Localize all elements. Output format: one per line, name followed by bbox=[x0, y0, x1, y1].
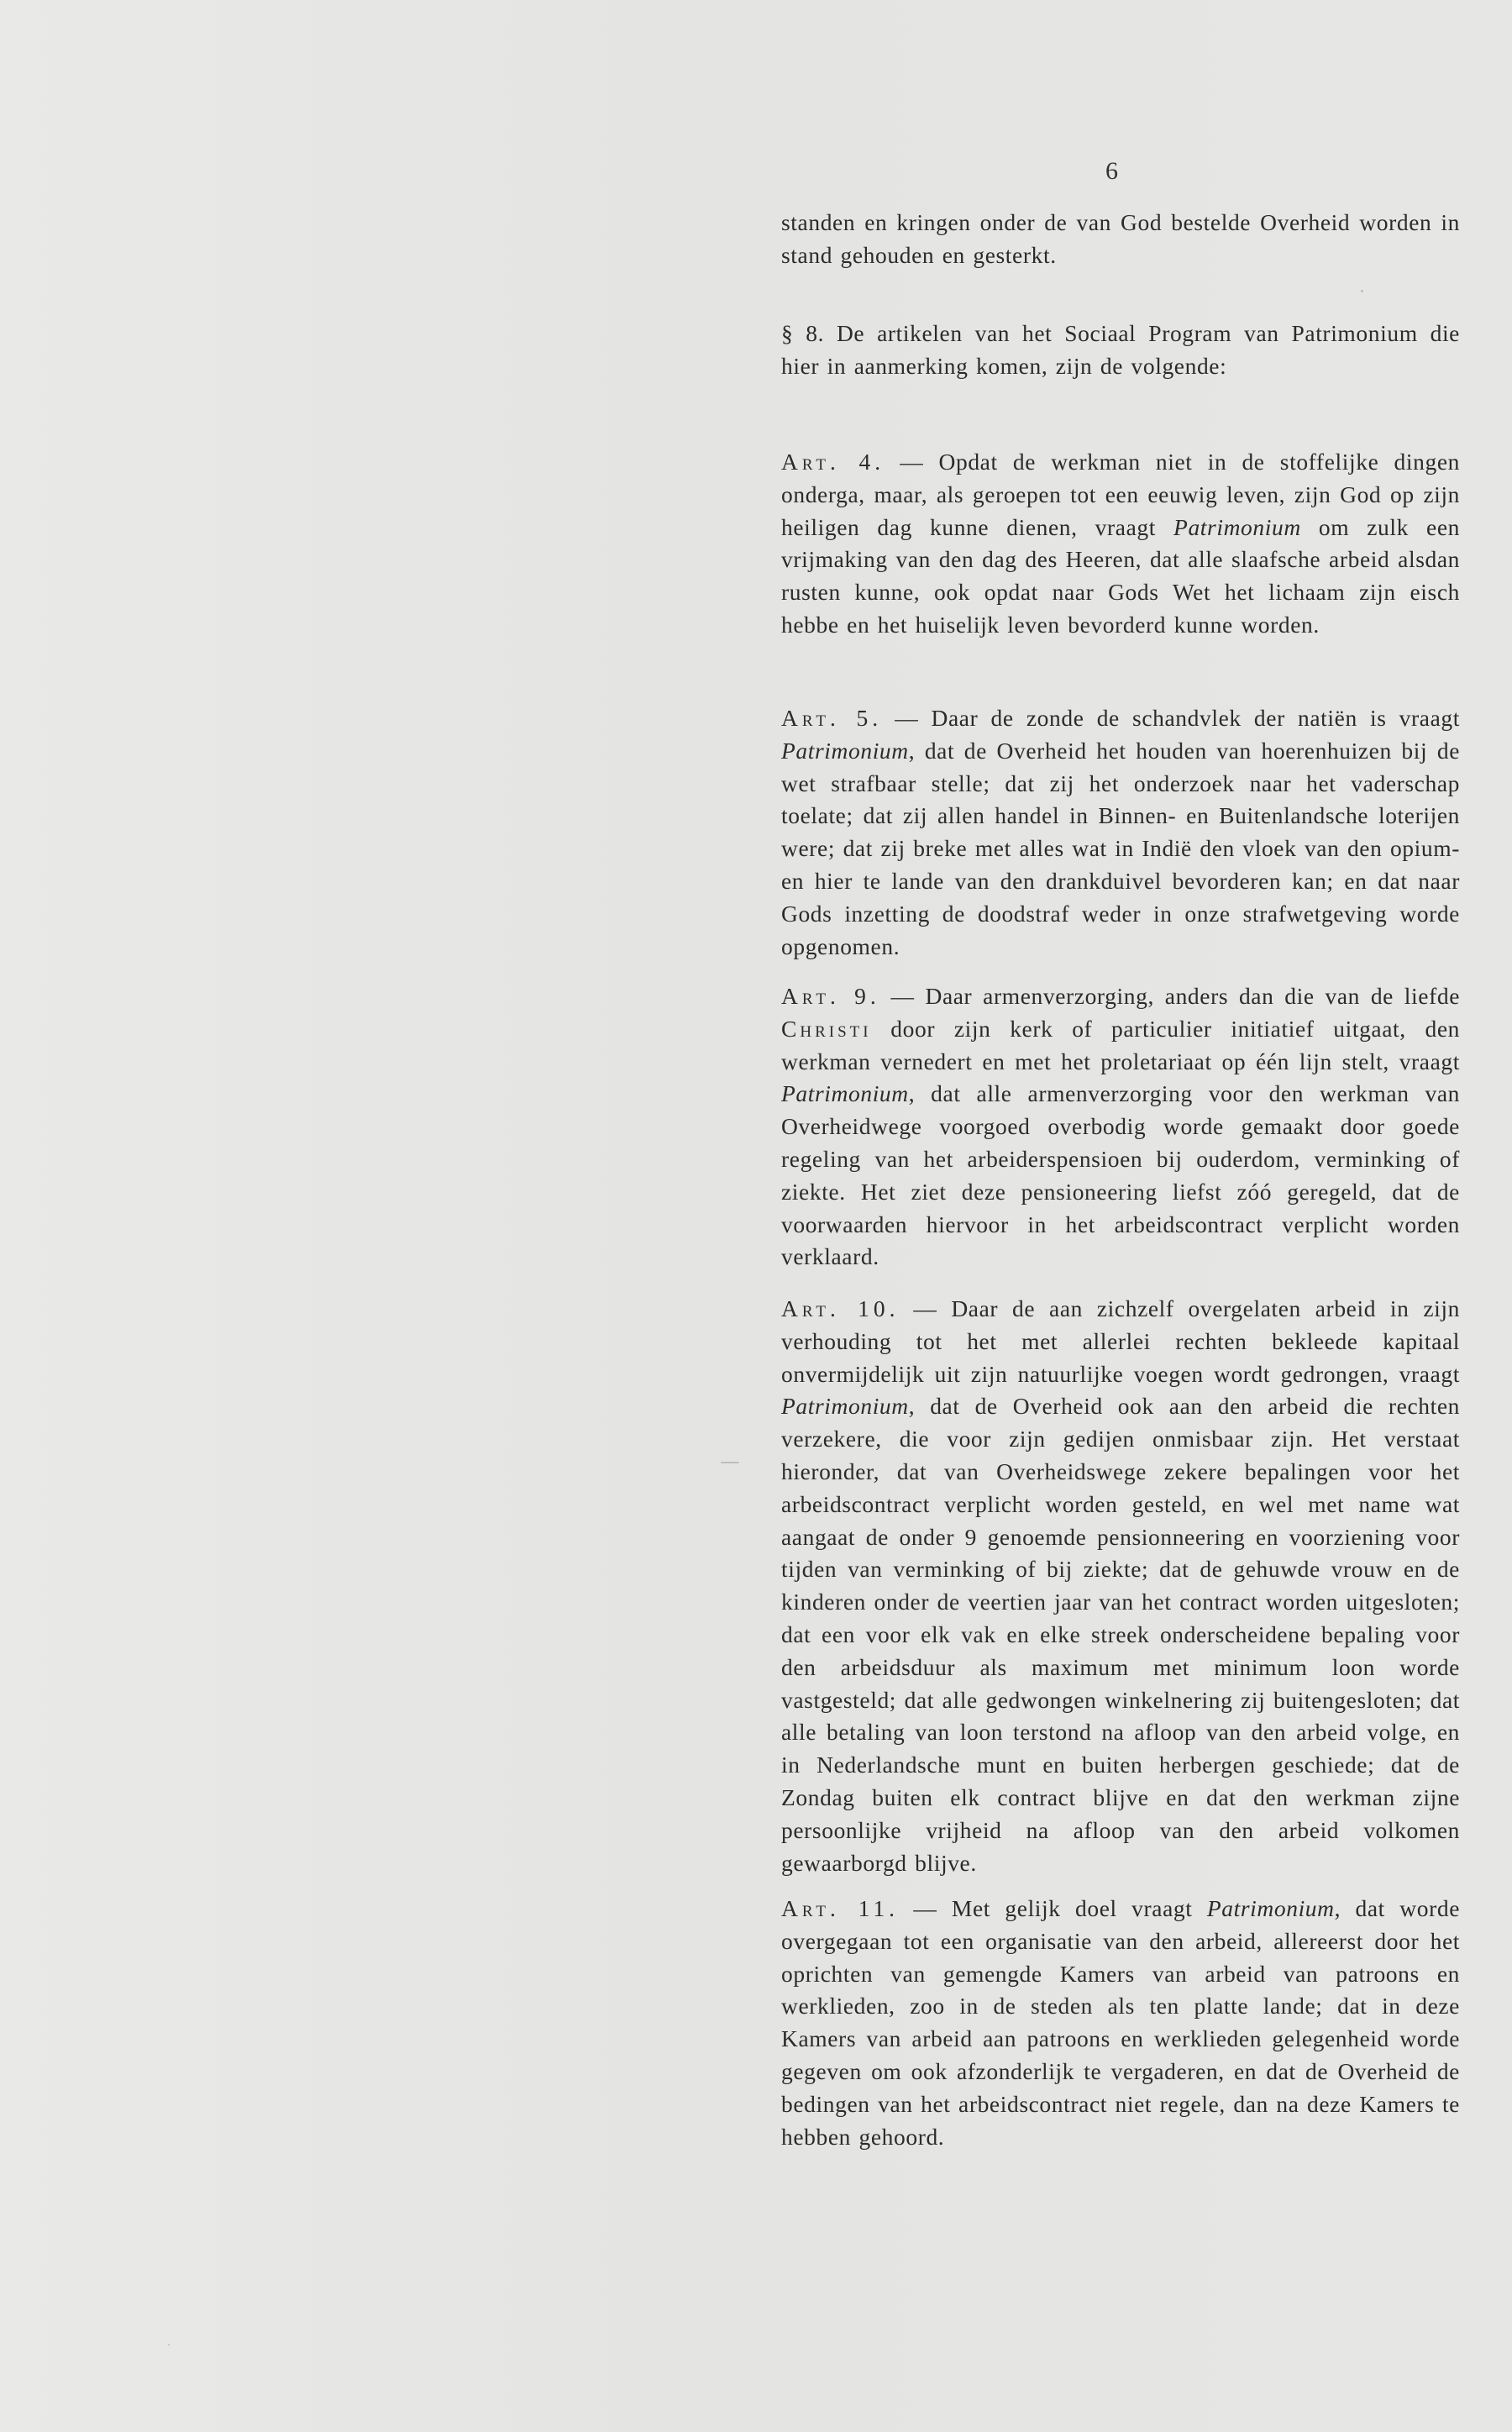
article-11-dash: — bbox=[899, 1895, 952, 1921]
paper-speck bbox=[721, 1462, 739, 1463]
article-9-smallcaps: Christi bbox=[781, 1015, 872, 1042]
article-5-dash: — bbox=[882, 705, 932, 731]
paper-speck bbox=[1361, 290, 1363, 292]
article-10-dash: — bbox=[899, 1295, 952, 1321]
intro-paragraph bbox=[781, 207, 1460, 272]
article-11-text-before: Met gelijk doel vraagt bbox=[951, 1895, 1207, 1921]
article-5-paragraph bbox=[781, 702, 1460, 963]
article-9-text-1: Daar armenverzorging, anders dan die van de liefde bbox=[925, 983, 1461, 1009]
paper-speck bbox=[168, 2344, 170, 2345]
article-9-text-2: door zijn kerk of particulier initiatief uitgaat, den werkman vernedert en met het proletariaat op één lijn stelt, vraagt bbox=[781, 1015, 1460, 1074]
article-4-text-before: Opdat de werkman niet in de stoffelijke dingen onderga, maar, als geroepen tot een eeuwig leven, zijn God op zijn heiligen dag kunne dienen, vraagt bbox=[781, 449, 1460, 540]
article-9-label: Art. 9. bbox=[781, 983, 880, 1009]
article-10-paragraph bbox=[781, 1293, 1460, 1879]
article-5-text-after: , dat de Overheid het houden van hoerenhuizen bij de wet strafbaar stelle; dat zij het onderzoek naar het vaderschap toelate; dat zij allen handel in Binnen- en Buitenlandsche loterijen were; dat zij breke met alles wat in Indië den vloek van den opium- en hier te lande van den drankduivel bevorderen kan; en dat naar Gods inzetting de doodstraf weder in onze strafwetgeving worde opgenomen. bbox=[781, 737, 1460, 959]
article-4-text-after: om zulk een vrijmaking van den dag des Heeren, dat alle slaafsche arbeid alsdan rusten kunne, ook opdat naar Gods Wet het lichaam zijn eisch hebbe en het huiselijk leven bevorderd kunne worden. bbox=[781, 513, 1460, 638]
section-8-paragraph bbox=[781, 318, 1460, 383]
article-5-text-before: Daar de zonde de schandvlek der natiën is vraagt bbox=[931, 705, 1460, 731]
article-4-label: Art. 4. bbox=[781, 449, 885, 475]
article-4-italic: Patrimonium bbox=[1173, 513, 1301, 540]
article-11-label: Art. 11. bbox=[781, 1895, 900, 1921]
article-11-italic: Patrimonium bbox=[1206, 1895, 1335, 1921]
article-10-text-after: , dat de Overheid ook aan den arbeid die rechten verzekere, die voor zijn gedijen onmisbaar zijn. Het verstaat hieronder, dat van Overheidswege zekere bepalingen voor het arbeidscontract verplicht worden gesteld, en wel met name wat aangaat de onder 9 genoemde pensionneering en voorziening voor tijden van verminking of bij ziekte; dat de gehuwde vrouw en de kinderen onder de veertien jaar van het contract worden uitgesloten; dat een voor elk vak en elke streek onderscheidene bepaling voor den arbeidsduur als maximum met minimum loon worde vastgesteld; dat alle gedwongen winkelnering zij buitengesloten; dat alle betaling van loon terstond na afloop van den arbeid volge, en in Nederlandsche munt en buiten herbergen geschiede; dat de Zondag buiten elk contract blijve en dat den werkman zijne persoonlijke vrijheid na afloop van den arbeid volkomen gewaarborgd blijve. bbox=[781, 1393, 1460, 1876]
article-9-dash: — bbox=[879, 983, 926, 1009]
intro-text: standen en kringen onder de van God bestelde Overheid worden in stand gehouden en gesterkt. bbox=[781, 209, 1460, 268]
article-11-paragraph bbox=[781, 1893, 1460, 2153]
article-4-paragraph bbox=[781, 446, 1460, 642]
article-9-text-3: , dat alle armenverzorging voor den werkman van Overheidwege voorgoed overbodig worde gemaakt door goede regeling van het arbeiderspensioen bij ouderdom, verminking of ziekte. Het ziet deze pensioneering liefst zóó geregeld, dat de voorwaarden hiervoor in het arbeidscontract verplicht worden verklaard. bbox=[781, 1080, 1460, 1270]
article-10-label: Art. 10. bbox=[781, 1295, 900, 1321]
article-5-italic: Patrimonium bbox=[781, 737, 909, 764]
article-10-text-before: Daar de aan zichzelf overgelaten arbeid in zijn verhouding tot het met allerlei rechten bekleede kapitaal onvermijdelijk uit zijn natuurlijke voegen wordt gedrongen, vraagt bbox=[781, 1295, 1461, 1387]
article-4-dash: — bbox=[885, 449, 939, 475]
article-10-italic: Patrimonium bbox=[781, 1393, 909, 1420]
section-8-text: § 8. De artikelen van het Sociaal Program van Patrimonium die hier in aanmerking komen, zijn de volgende: bbox=[781, 320, 1460, 379]
article-5-label: Art. 5. bbox=[781, 705, 883, 731]
article-9-paragraph bbox=[781, 980, 1460, 1274]
page-number: 6 bbox=[1105, 157, 1118, 185]
article-9-italic: Patrimonium bbox=[781, 1080, 909, 1107]
article-11-text-after: , dat worde overgegaan tot een organisatie van den arbeid, allereerst door het oprichten van gemengde Kamers van arbeid van patroons en werklieden, zoo in de steden als ten platte lande; dat in deze Kamers van arbeid aan patroons en werklieden gelegenheid worde gegeven om ook afzonderlijk te vergaderen, en dat de Overheid de bedingen van het arbeidscontract niet regele, dan na deze Kamers te hebben gehoord. bbox=[781, 1895, 1461, 2150]
